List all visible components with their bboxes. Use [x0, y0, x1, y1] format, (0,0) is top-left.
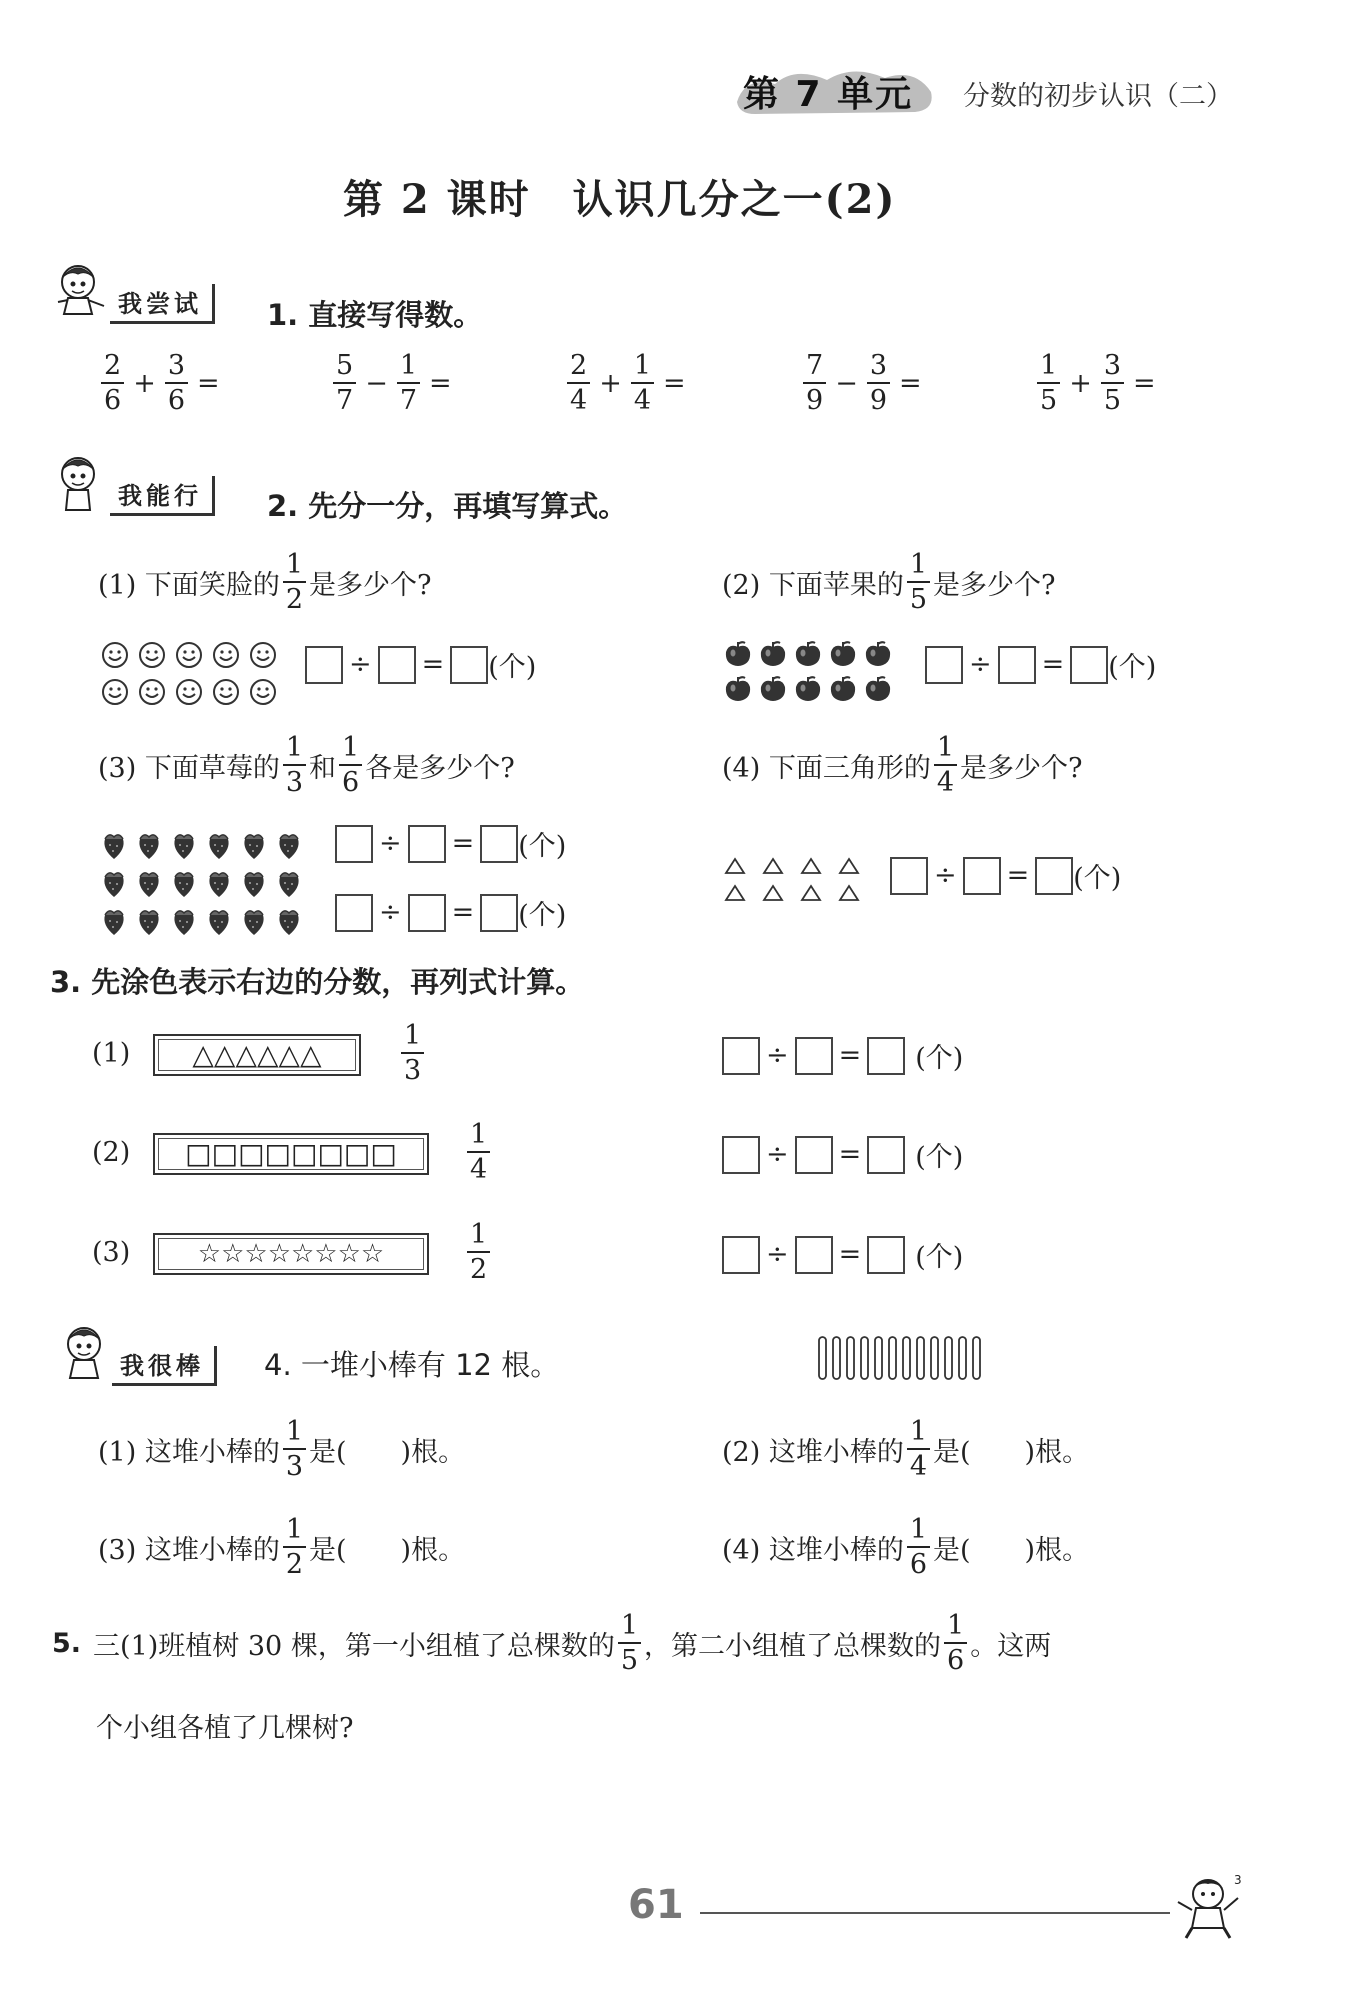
- apple-icon: [860, 636, 895, 671]
- answer-box[interactable]: [1070, 646, 1108, 684]
- q2-p4-question: (4) 下面三角形的 1 4 是多少个?: [722, 732, 1083, 798]
- smiley-icon: [244, 636, 281, 673]
- stick: [917, 1337, 924, 1379]
- triangle-shapes: △△△△△△: [158, 1039, 356, 1071]
- triangle-icon: [792, 852, 830, 879]
- smiley-icon: [96, 636, 133, 673]
- answer-box[interactable]: [408, 894, 446, 932]
- badge-can-label: 我能行: [110, 476, 215, 516]
- answer-box[interactable]: [378, 646, 416, 684]
- q5-line-1: 5. 三(1)班植树 30 棵，第一小组植了总棵数的 1 5 ，第二小组植了总棵数的 1 6 。这两: [52, 1610, 1052, 1676]
- triangle-grid: [716, 852, 868, 906]
- q4-part-3: (3) 这堆小棒的 1 2 是( )根。: [98, 1514, 466, 1580]
- answer-box[interactable]: [795, 1236, 833, 1274]
- strawberry-grid: [96, 826, 306, 940]
- q4-part-1: (1) 这堆小棒的 1 3 是( )根。: [98, 1416, 466, 1482]
- q3-row-1-equation: ÷ = (个): [722, 1036, 963, 1075]
- triangle-icon: [716, 879, 754, 906]
- square-shapes: □□□□□□□□: [158, 1138, 424, 1170]
- strawberry-icon: [166, 826, 201, 864]
- unit-label: 第 7 单元: [743, 74, 914, 115]
- svg-text:3: 3: [1234, 1873, 1242, 1887]
- smiley-icon: [96, 673, 133, 710]
- apple-icon: [790, 671, 825, 706]
- q1-item-3: 2 4 + $\frac{1}{4}$ =: [564, 352, 692, 414]
- apple-icon: [825, 636, 860, 671]
- lesson-title: 第 2 课时 认识几分之一(2): [343, 176, 897, 223]
- star-strip[interactable]: [153, 1233, 429, 1275]
- smiley-icon: [133, 636, 170, 673]
- answer-box[interactable]: [408, 825, 446, 863]
- apple-icon: [720, 671, 755, 706]
- triangle-icon: [716, 852, 754, 879]
- stick: [889, 1337, 896, 1379]
- smiley-icon: [207, 636, 244, 673]
- answer-box[interactable]: [867, 1037, 905, 1075]
- q3-row-1-fraction: $\frac{1}{3}$: [398, 1022, 427, 1084]
- answer-box[interactable]: [450, 646, 488, 684]
- triangle-icon: [830, 852, 868, 879]
- badge-try-label: 我尝试: [110, 284, 215, 324]
- badge-great-label: 我很棒: [112, 1346, 217, 1386]
- mascot-icon: [54, 1320, 116, 1386]
- q1-item-5: 1 5 + $\frac{3}{5}$ =: [1034, 352, 1162, 414]
- q4-part-4: (4) 这堆小棒的 1 6 是( )根。: [722, 1514, 1090, 1580]
- q2-p3-question: (3) 下面草莓的 1 3 和 1 6 各是多少个?: [98, 732, 515, 798]
- answer-box[interactable]: [925, 646, 963, 684]
- strawberry-icon: [166, 864, 201, 902]
- q4-part-2: (2) 这堆小棒的 1 4 是( )根。: [722, 1416, 1090, 1482]
- answer-box[interactable]: [1035, 857, 1073, 895]
- stick: [833, 1337, 840, 1379]
- strawberry-icon: [271, 864, 306, 902]
- q1-row: [98, 352, 1198, 432]
- strawberry-icon: [201, 826, 236, 864]
- star-shapes: ☆☆☆☆☆☆☆☆: [158, 1238, 424, 1270]
- strawberry-icon: [201, 864, 236, 902]
- strawberry-icon: [236, 902, 271, 940]
- stick: [973, 1337, 980, 1379]
- footer-rule: [700, 1912, 1170, 1914]
- stick: [931, 1337, 938, 1379]
- q3-row-1-label: (1): [92, 1038, 131, 1069]
- stick: [875, 1337, 882, 1379]
- answer-box[interactable]: [998, 646, 1036, 684]
- triangle-icon: [792, 879, 830, 906]
- q1-item-2: 5 7 − $\frac{1}{7}$ =: [330, 352, 458, 414]
- q2-p1-question: (1) 下面笑脸的 1 2 是多少个?: [98, 549, 432, 615]
- answer-box[interactable]: [963, 857, 1001, 895]
- strawberry-icon: [271, 902, 306, 940]
- q4-prompt: 4. 一堆小棒有 12 根。: [264, 1348, 560, 1382]
- badge-can: [48, 450, 215, 516]
- stick: [945, 1337, 952, 1379]
- square-strip[interactable]: [153, 1133, 429, 1175]
- q3-row-3-fraction: $\frac{1}{2}$: [464, 1221, 493, 1283]
- smiley-icon: [207, 673, 244, 710]
- answer-box[interactable]: [795, 1136, 833, 1174]
- q3-row-2-fraction: $\frac{1}{4}$: [464, 1121, 493, 1183]
- apple-grid: [720, 636, 895, 706]
- q3-row-2-equation: ÷ = (个): [722, 1135, 963, 1174]
- unit-title: 分数的初步认识（二）: [963, 81, 1233, 112]
- strawberry-icon: [271, 826, 306, 864]
- triangle-strip[interactable]: [153, 1034, 361, 1076]
- q1-prompt: 1. 直接写得数。: [267, 298, 483, 332]
- answer-box[interactable]: [722, 1037, 760, 1075]
- apple-icon: [860, 671, 895, 706]
- strawberry-icon: [236, 864, 271, 902]
- apple-icon: [755, 671, 790, 706]
- q5-line-2: 个小组各植了几棵树?: [96, 1713, 354, 1744]
- apple-icon: [755, 636, 790, 671]
- answer-box[interactable]: [867, 1136, 905, 1174]
- stick: [959, 1337, 966, 1379]
- strawberry-icon: [166, 902, 201, 940]
- footer-mascot-icon: [1168, 1872, 1248, 1944]
- q2-p2-equation: ÷ = (个): [925, 645, 1156, 684]
- strawberry-icon: [96, 864, 131, 902]
- triangle-icon: [754, 852, 792, 879]
- q3-row-2-label: (2): [92, 1137, 131, 1168]
- strawberry-icon: [96, 902, 131, 940]
- answer-box[interactable]: [867, 1236, 905, 1274]
- triangle-icon: [830, 879, 868, 906]
- triangle-icon: [754, 879, 792, 906]
- answer-box[interactable]: [722, 1236, 760, 1274]
- q3-row-3-label: (3): [92, 1237, 131, 1268]
- strawberry-icon: [96, 826, 131, 864]
- q2-p3-equation-2: ÷ = (个): [335, 893, 566, 932]
- badge-great: [54, 1320, 217, 1386]
- mascot-icon: [48, 258, 114, 324]
- strawberry-icon: [131, 826, 166, 864]
- smiley-grid: [96, 636, 281, 710]
- q2-p1-equation: ÷ = (个): [305, 645, 536, 684]
- apple-icon: [790, 636, 825, 671]
- answer-box[interactable]: [335, 894, 373, 932]
- q2-p3-equation-1: ÷ = (个): [335, 824, 566, 863]
- q3-prompt: 3. 先涂色表示右边的分数，再列式计算。: [50, 965, 585, 999]
- mascot-icon: [48, 450, 114, 516]
- strawberry-icon: [201, 902, 236, 940]
- answer-box[interactable]: [795, 1037, 833, 1075]
- badge-try: [48, 258, 215, 324]
- answer-box[interactable]: [335, 825, 373, 863]
- smiley-icon: [133, 673, 170, 710]
- q2-p2-question: (2) 下面苹果的 1 5 是多少个?: [722, 549, 1056, 615]
- apple-icon: [720, 636, 755, 671]
- answer-box[interactable]: [722, 1136, 760, 1174]
- q1-item-4: 7 9 − $\frac{3}{9}$ =: [800, 352, 928, 414]
- answer-box[interactable]: [305, 646, 343, 684]
- smiley-icon: [244, 673, 281, 710]
- smiley-icon: [170, 673, 207, 710]
- q3-row-3-equation: ÷ = (个): [722, 1235, 963, 1274]
- answer-box[interactable]: [890, 857, 928, 895]
- q1-item-1: 2 6 + $\frac{3}{6}$ =: [98, 352, 226, 414]
- strawberry-icon: [131, 864, 166, 902]
- q2-prompt: 2. 先分一分，再填写算式。: [267, 489, 628, 523]
- smiley-icon: [170, 636, 207, 673]
- stick-bundle: [815, 1333, 1005, 1385]
- answer-box[interactable]: [480, 825, 518, 863]
- stick: [903, 1337, 910, 1379]
- apple-icon: [825, 671, 860, 706]
- stick: [819, 1337, 826, 1379]
- page-number: 61: [628, 1882, 684, 1928]
- strawberry-icon: [236, 826, 271, 864]
- strawberry-icon: [131, 902, 166, 940]
- stick: [847, 1337, 854, 1379]
- q2-p4-equation: ÷ = (个): [890, 856, 1121, 895]
- stick: [861, 1337, 868, 1379]
- answer-box[interactable]: [480, 894, 518, 932]
